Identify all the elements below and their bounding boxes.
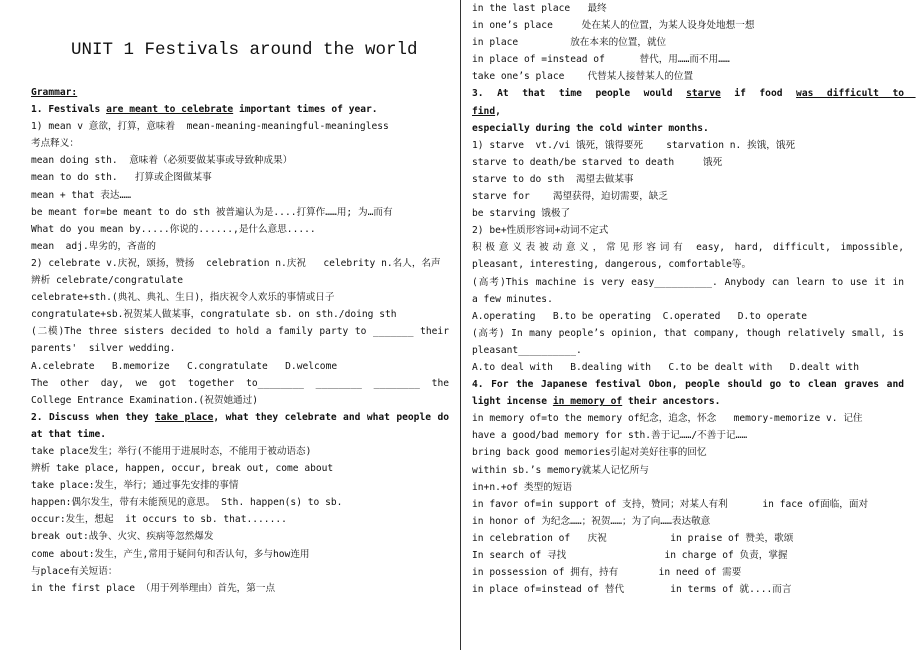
text-line <box>472 359 904 376</box>
text-segment: 辨析 take place, happen, occur, break out, come about <box>31 463 334 475</box>
text-segment: in one’s place 处在某人的位置，为某人设身处地想一想 <box>472 20 755 32</box>
text-line <box>472 188 904 205</box>
text-line <box>472 376 904 393</box>
text-segment: In search of 寻找 in charge of 负责，掌握 <box>472 550 788 561</box>
underlined-phrase: starve <box>686 88 721 100</box>
text-segment: take one’s place 代替某人接替某人的位置 <box>472 71 694 83</box>
text-line <box>31 323 449 340</box>
text-segment: if food <box>720 88 797 100</box>
text-line <box>472 239 904 256</box>
text-segment: , what they celebrate and what people do <box>213 411 449 423</box>
grammar-heading: Grammar: <box>31 87 78 98</box>
text-line <box>472 171 904 188</box>
text-segment: in place 放在本来的位置，就位 <box>472 37 667 49</box>
text-line <box>472 564 904 581</box>
text-line <box>472 0 904 17</box>
text-line <box>472 137 904 154</box>
text-segment: parents' silver wedding. <box>31 343 176 355</box>
text-segment: 1) mean v 意欲，打算，意味着 mean-meaning-meaningful-meaningless <box>31 121 389 133</box>
text-segment: starve to do sth 渴望去做某事 <box>472 173 634 185</box>
text-segment: mean adj.卑劣的，吝啬的 <box>31 240 156 252</box>
text-line <box>472 581 904 598</box>
text-line <box>472 274 904 291</box>
text-line <box>31 580 449 597</box>
text-segment: in place of=instead of 替代 in terms of 就....而言 <box>472 584 792 596</box>
text-segment: 考点释义： <box>31 138 79 150</box>
underlined-phrase: was difficult to find <box>472 88 916 117</box>
text-line <box>31 306 449 323</box>
text-line <box>31 409 449 426</box>
text-line <box>472 462 904 479</box>
text-line <box>31 101 449 118</box>
text-segment: in celebration of 庆祝 in praise of 赞美，歌颂 <box>472 532 794 544</box>
text-line <box>31 477 449 494</box>
text-segment: in favor of=in support of 支持，赞同；对某人有利 in face of面临，面对 <box>472 498 869 510</box>
text-segment: in the first place （用于列举理由）首先，第一点 <box>31 582 276 594</box>
text-line <box>472 120 904 137</box>
text-line <box>472 34 904 51</box>
text-segment: be meant for=be meant to do sth 被普遍认为是....打算作……用; 为…而有 <box>31 206 393 218</box>
text-line <box>31 118 449 135</box>
text-line <box>472 51 904 68</box>
text-segment: celebrate+sth.(典礼、典礼、生日)，指庆祝令人欢乐的事情或日子 <box>31 292 335 304</box>
text-segment: A.operating B.to be operating C.operated D.to operate <box>472 310 808 322</box>
text-line <box>472 427 904 444</box>
text-line <box>31 528 449 545</box>
underlined-phrase: in memory of <box>552 396 623 408</box>
text-segment: (高考)This machine is very easy__________. Anybody can learn to use it in <box>472 276 904 288</box>
text-line <box>472 308 904 325</box>
text-segment: congratulate+sb.祝贺某人做某事，congratulate sb. on sth./doing sth <box>31 309 397 321</box>
right-column-body <box>472 0 916 598</box>
text-line <box>31 494 449 511</box>
text-segment: 1. Festivals <box>31 104 107 116</box>
text-segment: starve for 渴望获得，迫切需要，缺乏 <box>472 191 668 203</box>
text-segment: important times of year. <box>233 104 378 116</box>
text-segment: (高考) In many people’s opinion, that company, though relatively small, is <box>472 327 904 339</box>
text-segment: in honor of 为纪念……；祝贺……；为了向……表达敬意 <box>472 515 711 527</box>
text-line <box>31 289 449 306</box>
text-segment: A.to deal with B.dealing with C.to be dealt with D.dealt with <box>472 361 859 373</box>
text-segment: come about:发生，产生,常用于疑问句和否认句，多与how连用 <box>31 548 310 560</box>
text-segment: 2. Discuss when they <box>31 411 155 423</box>
text-line <box>472 205 904 222</box>
text-segment: take place发生；举行(不能用于进展时态，不能用于被动语态) <box>31 445 312 457</box>
left-column-body <box>31 101 449 597</box>
text-line <box>472 547 904 564</box>
right-column <box>472 0 916 598</box>
text-segment: (二模)The three sisters decided to hold a family party to _______ their <box>31 326 449 338</box>
text-line <box>31 546 449 563</box>
text-line <box>31 272 449 289</box>
text-line <box>31 340 449 357</box>
text-line <box>472 530 904 547</box>
text-segment: take place:发生，举行；通过事先安排的事情 <box>31 480 239 492</box>
text-segment: 2) celebrate v.庆祝，颂扬，赞扬 celebration n.庆祝 celebrity n.名人，名声 <box>31 257 441 269</box>
column-divider <box>460 0 461 650</box>
text-segment: especially during the cold winter months. <box>472 122 709 134</box>
text-segment: light incense <box>472 396 553 408</box>
text-line <box>31 169 449 186</box>
text-line <box>472 479 904 496</box>
text-segment: mean + that 表达…… <box>31 189 132 201</box>
text-segment: , <box>495 105 501 117</box>
underlined-phrase: take place <box>154 411 214 423</box>
text-segment: within sb.’s memory就某人记忆所与 <box>472 464 649 476</box>
text-line <box>472 496 904 513</box>
text-segment: mean to do sth. 打算或企图做某事 <box>31 172 212 184</box>
text-line <box>472 410 904 427</box>
text-line <box>472 325 904 342</box>
text-segment: happen:偶尔发生，带有未能预见的意思。 Sth. happen(s) to sb. <box>31 497 343 509</box>
text-segment: pleasant, interesting, dangerous, comfortable等。 <box>472 259 752 271</box>
text-segment: bring back good memories引起对美好往事的回忆 <box>472 447 707 459</box>
text-line <box>472 393 904 410</box>
text-line <box>472 444 904 461</box>
text-segment: at that time. <box>31 428 107 440</box>
text-line <box>472 154 904 171</box>
text-line <box>472 291 904 308</box>
text-segment: break out:战争、火灾、疾病等忽然爆发 <box>31 531 214 543</box>
text-segment: in place of =instead of 替代，用……而不用…… <box>472 54 730 66</box>
text-line <box>472 17 904 34</box>
text-line <box>472 342 904 359</box>
text-segment: in memory of=to the memory of纪念，追念，怀念 memory-memorize v. 记住 <box>472 413 863 425</box>
text-segment: What do you mean by.....你说的......,是什么意思..... <box>31 223 316 235</box>
text-line <box>31 187 449 204</box>
text-line <box>31 511 449 528</box>
text-line <box>31 255 449 272</box>
text-segment: 3. At that time people would <box>472 88 687 100</box>
underlined-phrase: are meant to celebrate <box>106 104 234 116</box>
text-segment: 积极意义表被动意义，常见形容词有 easy, hard, difficult, impossible, <box>472 242 904 254</box>
text-line <box>31 152 449 169</box>
text-segment: a few minutes. <box>472 293 553 305</box>
text-segment: mean doing sth. 意味着（必须要做某事或导致种成果） <box>31 155 293 167</box>
text-segment: be starving 饿极了 <box>472 208 571 220</box>
text-segment: occur:发生，想起 it occurs to sb. that....... <box>31 514 287 526</box>
text-line <box>31 426 449 443</box>
text-segment: The other day, we got together to________ ________ ________ the <box>31 377 449 389</box>
text-line <box>31 443 449 460</box>
text-segment: 2) be+性质形容词+动词不定式 <box>472 225 609 237</box>
text-segment: A.celebrate B.memorize C.congratulate D.welcome <box>31 360 338 372</box>
text-segment: pleasant__________. <box>472 344 582 356</box>
text-line <box>31 563 449 580</box>
text-line <box>31 135 449 152</box>
text-line <box>31 204 449 221</box>
text-segment: in+n.+of 类型的短语 <box>472 481 572 493</box>
text-line <box>472 222 904 239</box>
text-segment: their ancestors. <box>622 396 721 408</box>
page-title: UNIT 1 Festivals around the world <box>71 40 418 60</box>
text-line <box>31 375 449 392</box>
text-line <box>31 238 449 255</box>
text-line <box>472 513 904 530</box>
text-segment: starve to death/be starved to death 饿死 <box>472 156 723 168</box>
text-segment: in the last place 最终 <box>472 3 607 14</box>
text-segment: 与place有关短语： <box>31 565 118 577</box>
text-line <box>472 256 904 273</box>
text-segment: in possession of 拥有，持有 in need of 需要 <box>472 567 742 579</box>
text-line <box>31 221 449 238</box>
text-segment: have a good/bad memory for sth.善于记……/不善于记…… <box>472 430 748 442</box>
text-line <box>31 392 449 409</box>
text-segment: 1) starve vt./vi 饿死，饿得要死 starvation n. 挨饿，饿死 <box>472 139 796 151</box>
text-segment: College Entrance Examination.(祝贺她通过) <box>31 394 259 406</box>
text-line <box>31 358 449 375</box>
text-segment: 辨析 celebrate/congratulate <box>31 275 184 287</box>
left-column <box>31 0 449 597</box>
text-segment: 4. For the Japanese festival Obon, people should go to clean graves and <box>472 379 904 391</box>
text-line <box>472 85 916 119</box>
text-line <box>31 460 449 477</box>
text-line <box>472 68 904 85</box>
